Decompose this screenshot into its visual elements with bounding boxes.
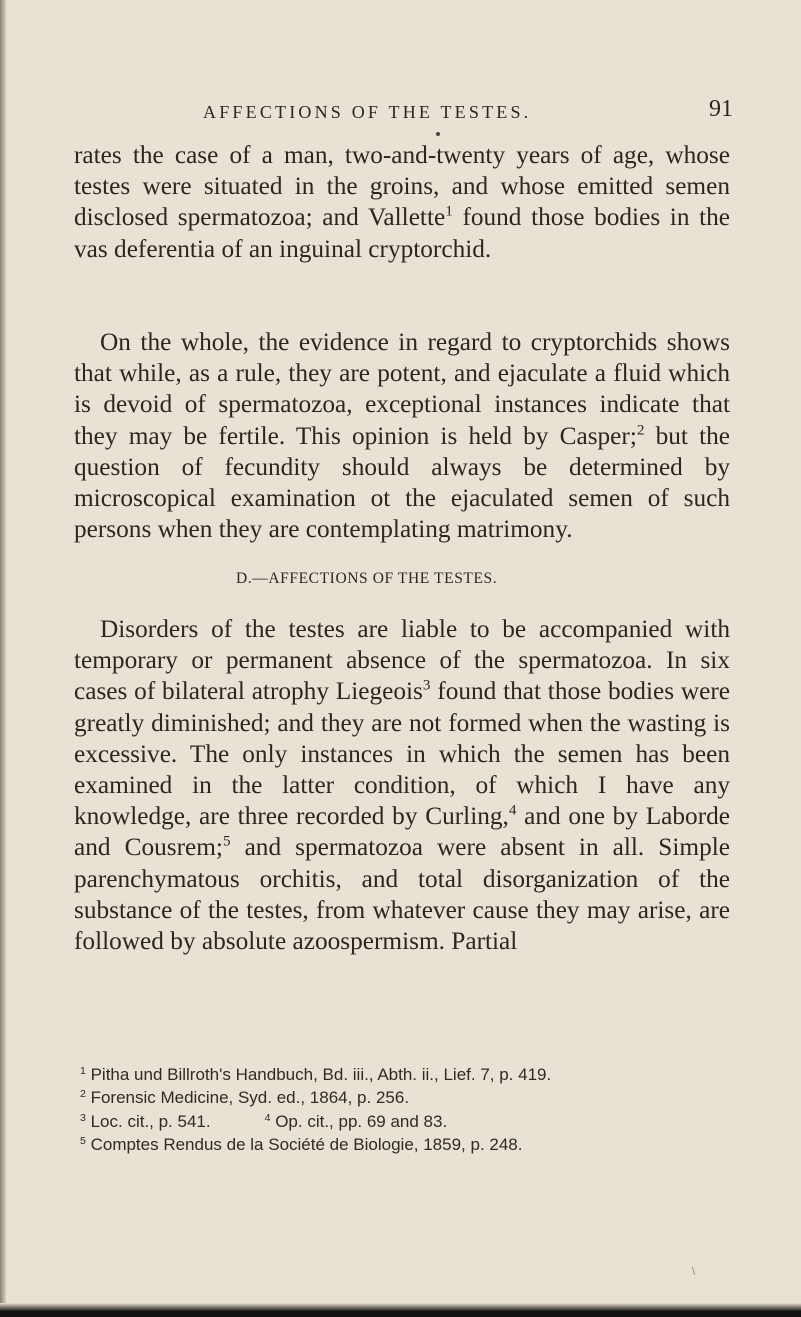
paragraph-3-text-a: Disorders of the testes are liable to be accompanied with temporary or permanent absence of the spermatozoa. In six cases of bilateral atrophy Liegeois bbox=[74, 615, 730, 706]
footnote-number: 5 bbox=[80, 1135, 86, 1148]
footnote-1 bbox=[80, 1063, 740, 1086]
footnote-number: 2 bbox=[80, 1088, 86, 1101]
footnote-text: Pitha und Billroth's Handbuch, Bd. iii., Abth. ii., Lief. 7, p. 419. bbox=[85, 1065, 552, 1084]
footnote-3-4 bbox=[80, 1110, 740, 1133]
footnote-number: 1 bbox=[80, 1065, 86, 1077]
footnote-ref-3: 3 bbox=[422, 676, 431, 694]
footnote-text: Forensic Medicine, Syd. ed., 1864, p. 256. bbox=[85, 1088, 410, 1108]
footnote-text: Op. cit., pp. 69 and 83. bbox=[270, 1111, 448, 1131]
running-head: AFFECTIONS OF THE TESTES. bbox=[203, 102, 532, 122]
paragraph-1-text-b: found those bodies in the vas deferentia of an inguinal cryptorchid. bbox=[74, 203, 731, 263]
stray-mark: \ bbox=[692, 1266, 696, 1278]
paragraph-2-text-b: but the question of fecundity should always be determined by microscopical examination ot the ejaculated semen of such persons when they are contemplating matrimony. bbox=[74, 421, 730, 544]
page-number: 91 bbox=[709, 96, 733, 122]
footnote-ref-1: 1 bbox=[445, 202, 453, 220]
section-heading: D.—AFFECTIONS OF THE TESTES. bbox=[236, 570, 498, 587]
footnote-2 bbox=[80, 1086, 740, 1109]
footnote-number: 4 bbox=[264, 1111, 271, 1124]
paragraph-3 bbox=[74, 614, 730, 957]
footnote-text: Loc. cit., p. 541. bbox=[85, 1111, 211, 1131]
paragraph-1-text-a: rates the case of a man, two-and-twenty years of age, whose testes were situated in the groins, and whose emitted semen disclosed spermatozoa; and Vallette bbox=[74, 141, 730, 232]
footnote-5 bbox=[80, 1133, 740, 1156]
footnote-ref-4: 4 bbox=[508, 801, 517, 819]
page-header bbox=[203, 96, 733, 130]
paragraph-1 bbox=[74, 140, 730, 265]
footnote-text: Comptes Rendus de la Société de Biologie, 1859, p. 248. bbox=[85, 1135, 523, 1155]
paragraph-3-text-d: and spermatozoa were absent in all. Simple parenchymatous orchitis, and total disorganization of the substance of the testes, from whatever cause they may arise, are followed by absolute azoospermism. Partial bbox=[74, 833, 730, 956]
ink-speck bbox=[436, 132, 440, 136]
footnote-number: 3 bbox=[80, 1111, 86, 1124]
footnote-ref-2: 2 bbox=[636, 421, 645, 439]
paragraph-2 bbox=[74, 327, 730, 545]
page-edge-shadow bbox=[0, 0, 6, 1317]
page-bottom-edge bbox=[0, 1303, 801, 1317]
paragraph-3-text-b: found that those bodies were greatly diminished; and they are not formed when the wasting is excessive. The only instances in which the semen has been examined in the latter condition, of which I have any knowledge, are three recorded by Curling, bbox=[74, 677, 730, 831]
paragraph-2-text-a: On the whole, the evidence in regard to cryptorchids shows that while, as a rule, they are potent, and ejaculate a fluid which is devoid of spermatozoa, exceptional instances indicate that they may be fertile. This opinion is held by Casper; bbox=[74, 328, 730, 450]
footnote-ref-5: 5 bbox=[222, 833, 231, 850]
footnotes bbox=[80, 1063, 740, 1157]
paragraph-3-text-c: and one by Laborde and Cousrem; bbox=[74, 802, 730, 862]
